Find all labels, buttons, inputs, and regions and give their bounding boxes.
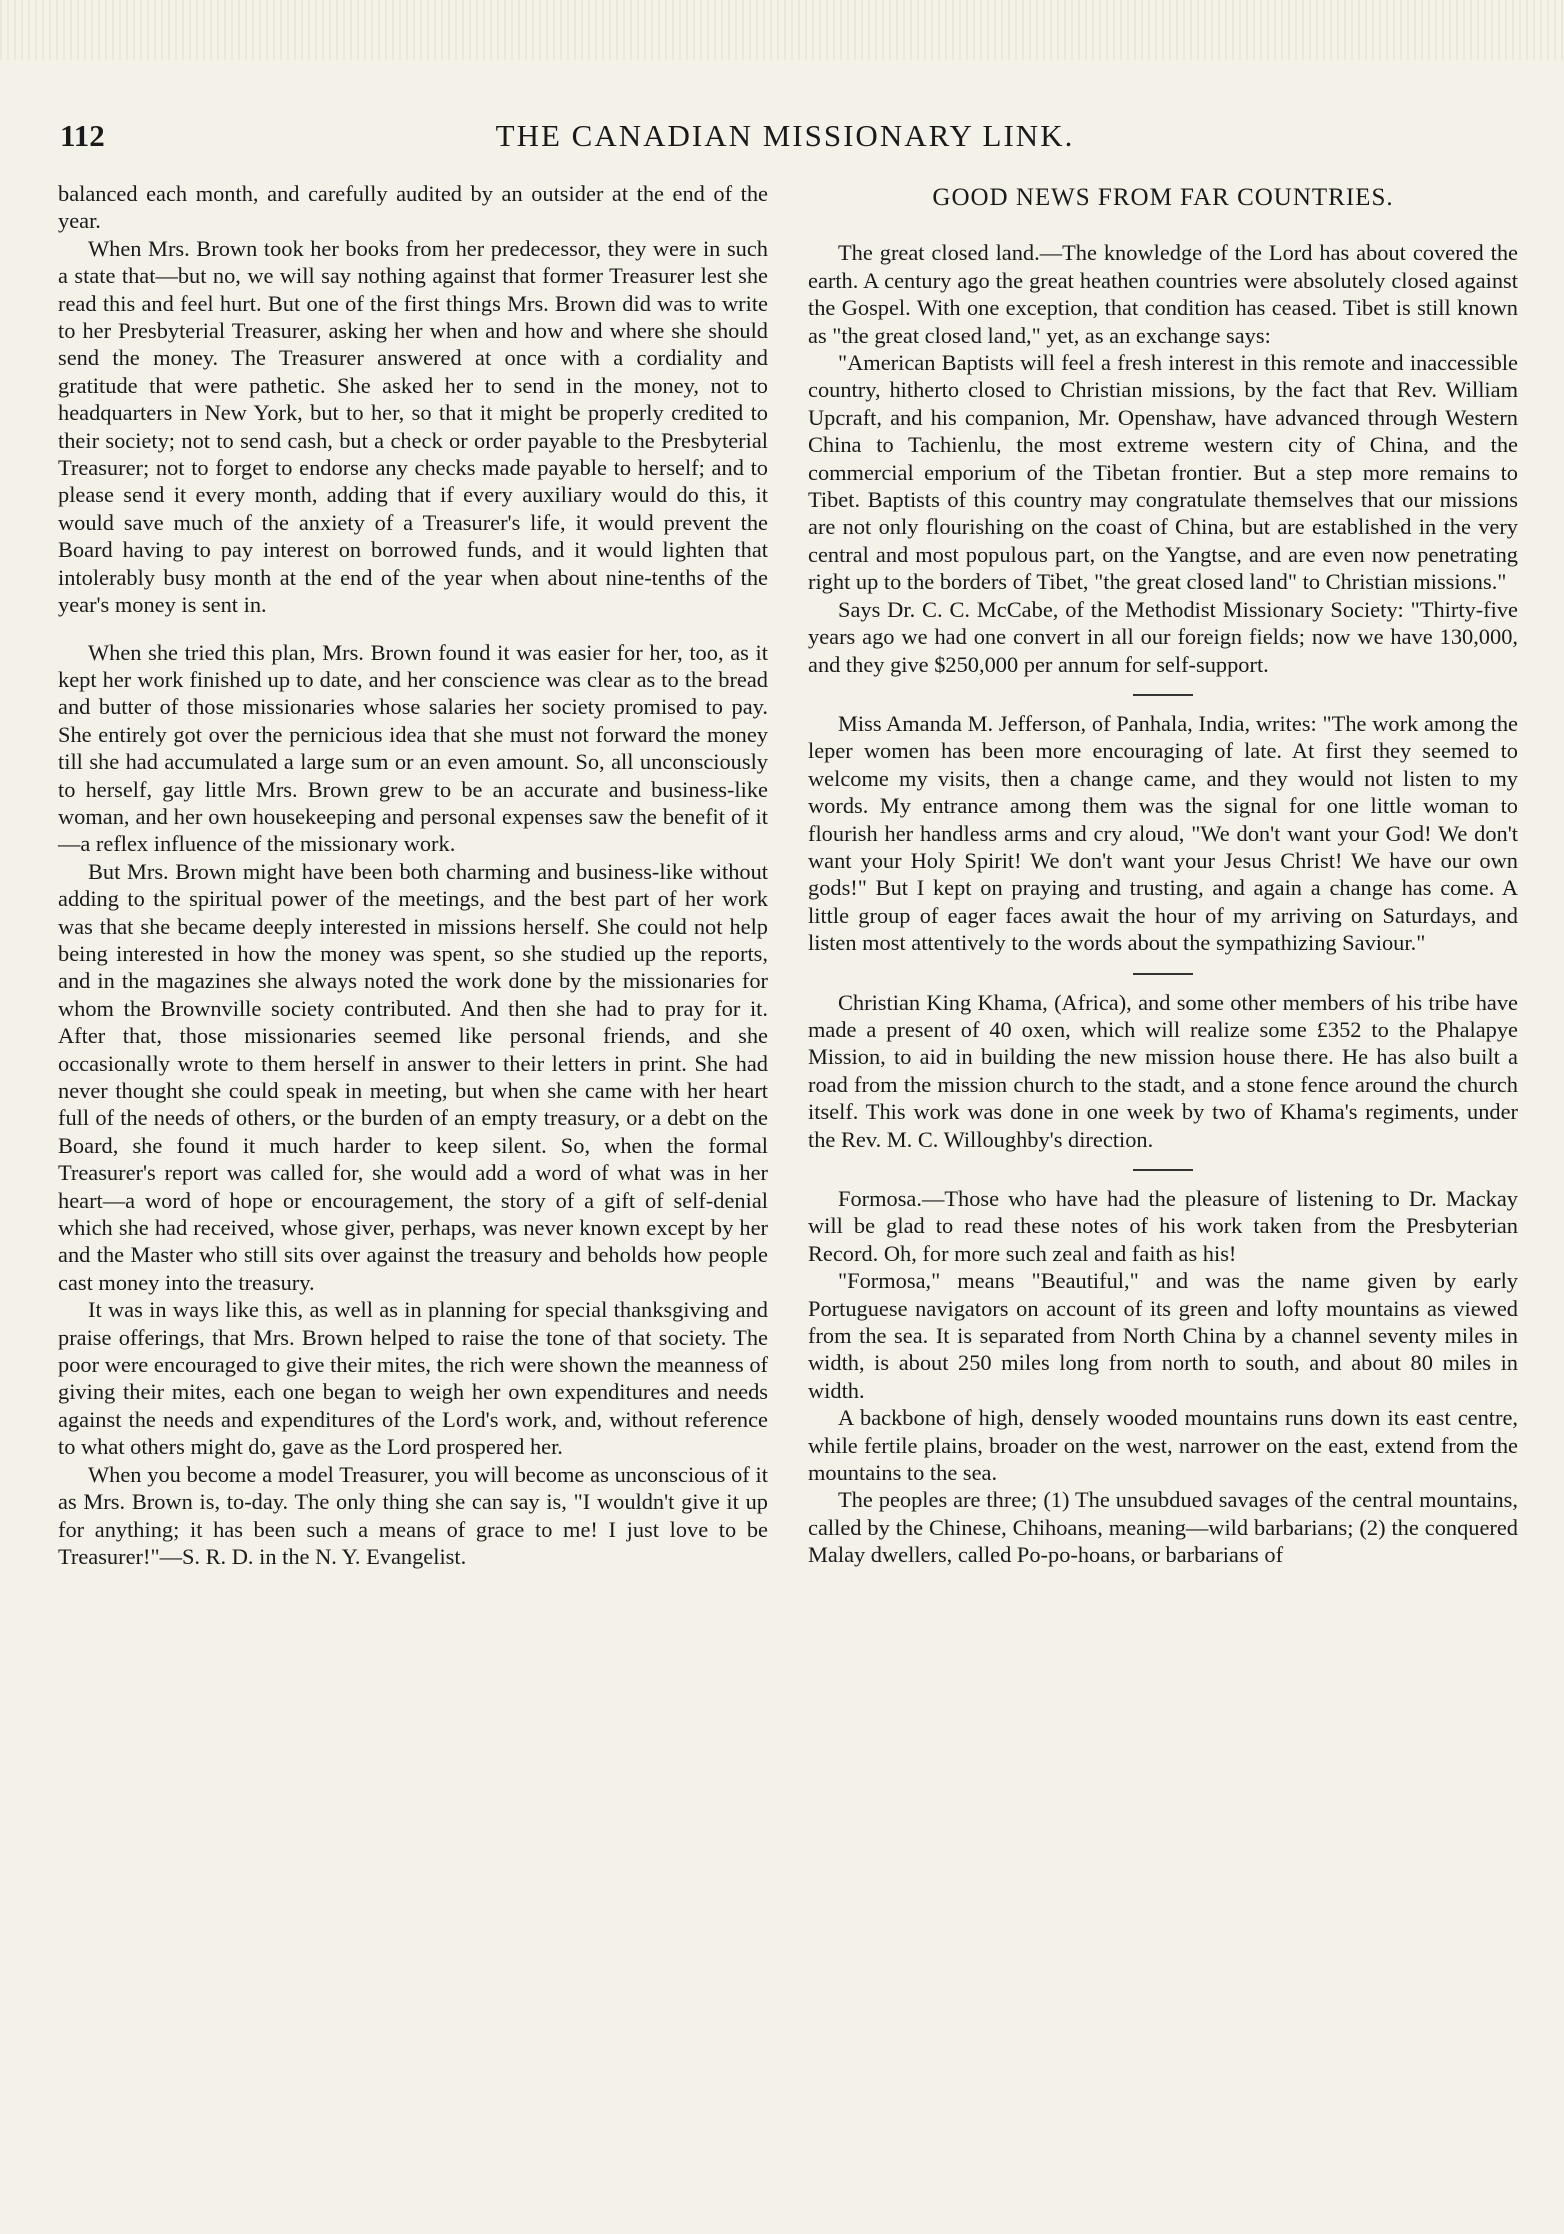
page-header <box>60 118 1510 168</box>
paragraph: "American Baptists will feel a fresh interest in this remote and inaccessible country, hitherto closed to Christian missions, by the fact that Rev. William Upcraft, and his companion, Mr. Openshaw, have advanced through Western China to Tachienlu, the most extreme western city of China, and the commercial emporium of the Tibetan frontier. But a step more remains to Tibet. Baptists of this country may congratulate themselves that our missions are not only flourishing on the coast of China, but are established in the very central and most populous part, on the Yangtse, and are even now penetrating right up to the borders of Tibet, "the great closed land" to Christian missions." <box>808 350 1518 595</box>
divider <box>1133 973 1193 975</box>
paragraph: Christian King Khama, (Africa), and some other members of his tribe have made a present of 40 oxen, which will realize some £352 to the Phalapye Mission, to aid in building the new mission house there. He has also built a road from the mission church to the stadt, and a stone fence around the church itself. This work was done in one week by two of Khama's regiments, under the Rev. M. C. Willoughby's direction. <box>808 989 1518 1152</box>
paragraph: The peoples are three; (1) The unsubdued savages of the central mountains, called by the Chinese, Chihoans, meaning—wild barbarians; (2) the conquered Malay dwellers, called Po-po-hoans, or barbarians of <box>808 1487 1518 1568</box>
divider <box>1133 694 1193 696</box>
running-title: THE CANADIAN MISSIONARY LINK. <box>495 118 1075 153</box>
section-heading: GOOD NEWS FROM FAR COUNTRIES. <box>932 184 1394 211</box>
scan-noise <box>0 0 1564 60</box>
paragraph: When she tried this plan, Mrs. Brown found it was easier for her, too, as it kept her work finished up to date, and her conscience was clear as to the bread and butter of those missionaries whose salaries her society promised to pay. She entirely got over the pernicious idea that she must not forward the money till she had accumulated a large sum or an even amount. So, all unconsciously to herself, gay little Mrs. Brown grew to be an accurate and business-like woman, and her own housekeeping and personal expenses saw the benefit of it—a reflex influence of the missionary work. <box>58 639 768 857</box>
left-column <box>58 180 768 2180</box>
paragraph: When you become a model Treasurer, you will become as unconscious of it as Mrs. Brown is, to-day. The only thing she can say is, "I wouldn't give it up for anything; it has been such a means of grace to me! I just love to be Treasurer!"—S. R. D. in the N. Y. Evangelist. <box>58 1461 768 1569</box>
paragraph: A backbone of high, densely wooded mountains runs down its east centre, while fertile plains, broader on the west, narrower on the east, extend from the mountains to the sea. <box>808 1405 1518 1486</box>
paragraph: Miss Amanda M. Jefferson, of Panhala, India, writes: "The work among the leper women has been more encouraging of late. At first they seemed to welcome my visits, then a change came, and they would not listen to my words. My entrance among them was the signal for one little woman to flourish her handless arms and cry aloud, "We don't want your God! We don't want your Holy Spirit! We don't want your Jesus Christ! We have our own gods!" But I kept on praying and trusting, and again a change has come. A little group of eager faces await the hour of my arriving on Saturdays, and listen most attentively to the words about the sympathizing Saviour." <box>808 710 1518 956</box>
paragraph: Says Dr. C. C. McCabe, of the Methodist Missionary Society: "Thirty-five years ago we had one convert in all our foreign fields; now we have 130,000, and they give $250,000 per annum for self-support. <box>808 596 1518 677</box>
paragraph: But Mrs. Brown might have been both charming and business-like without adding to the spiritual power of the meetings, and the best part of her work was that she became deeply interested in missions herself. She could not help being interested in how the money was spent, so she studied up the reports, and in the magazines she always noted the work done by the missionaries for whom the Brownville society contributed. And then she had to pray for it. After that, those missionaries seemed like personal friends, and she occasionally wrote to them herself in answer to their letters in print. She had never thought she could speak in meeting, but when she came with her heart full of the needs of others, or the burden of an empty treasury, or a debt on the Board, she found it much harder to keep silent. So, when the formal Treasurer's report was called for, she would add a word of what was in her heart—a word of hope or encouragement, the story of a gift of self-denial which she had received, whose giver, perhaps, was never known except by her and the Master who still sits over against the treasury and beholds how people cast money into the treasury. <box>58 858 768 1295</box>
page-number: 112 <box>60 118 105 153</box>
paragraph: balanced each month, and carefully audited by an outsider at the end of the year. <box>58 181 768 234</box>
paragraph: When Mrs. Brown took her books from her predecessor, they were in such a state that—but no, we will say nothing against that former Treasurer lest she read this and feel hurt. But one of the first things Mrs. Brown did was to write to her Presbyterial Treasurer, asking her when and how and where she should send the money. The Treasurer answered at once with a cordiality and gratitude that were pathetic. She asked her to send in the money, not to headquarters in New York, but to her, so that it might be properly credited to their society; not to send cash, but a check or order payable to the Presbyterial Treasurer; not to forget to endorse any checks made payable to herself; and to please send it every month, adding that if every auxiliary would do this, it would save much of the anxiety of a Treasurer's life, it would prevent the Board having to pay interest on borrowed funds, and it would lighten that intolerably busy month at the end of the year when about nine-tenths of the year's money is sent in. <box>58 235 768 618</box>
paragraph: The great closed land.—The knowledge of the Lord has about covered the earth. A century ago the great heathen countries were absolutely closed against the Gospel. With one exception, that condition has ceased. Tibet is still known as "the great closed land," yet, as an exchange says: <box>808 240 1518 348</box>
paragraph: Formosa.—Those who have had the pleasure of listening to Dr. Mackay will be glad to read these notes of his work taken from the Presbyterian Record. Oh, for more such zeal and faith as his! <box>808 1186 1518 1266</box>
right-column <box>808 180 1518 2180</box>
paragraph: It was in ways like this, as well as in planning for special thanksgiving and praise offerings, that Mrs. Brown helped to raise the tone of that society. The poor were encouraged to give their mites, the rich were shown the meanness of giving their mites, each one began to weigh her own expenditures and needs against the needs and expenditures of the Lord's work, and, without reference to what others might do, gave as the Lord prospered her. <box>58 1297 768 1460</box>
paragraph: "Formosa," means "Beautiful," and was the name given by early Portuguese navigators on account of its green and lofty mountains as viewed from the sea. It is separated from North China by a channel seventy miles in width, is about 250 miles long from north to south, and about 80 miles in width. <box>808 1268 1518 1403</box>
divider <box>1133 1169 1193 1171</box>
